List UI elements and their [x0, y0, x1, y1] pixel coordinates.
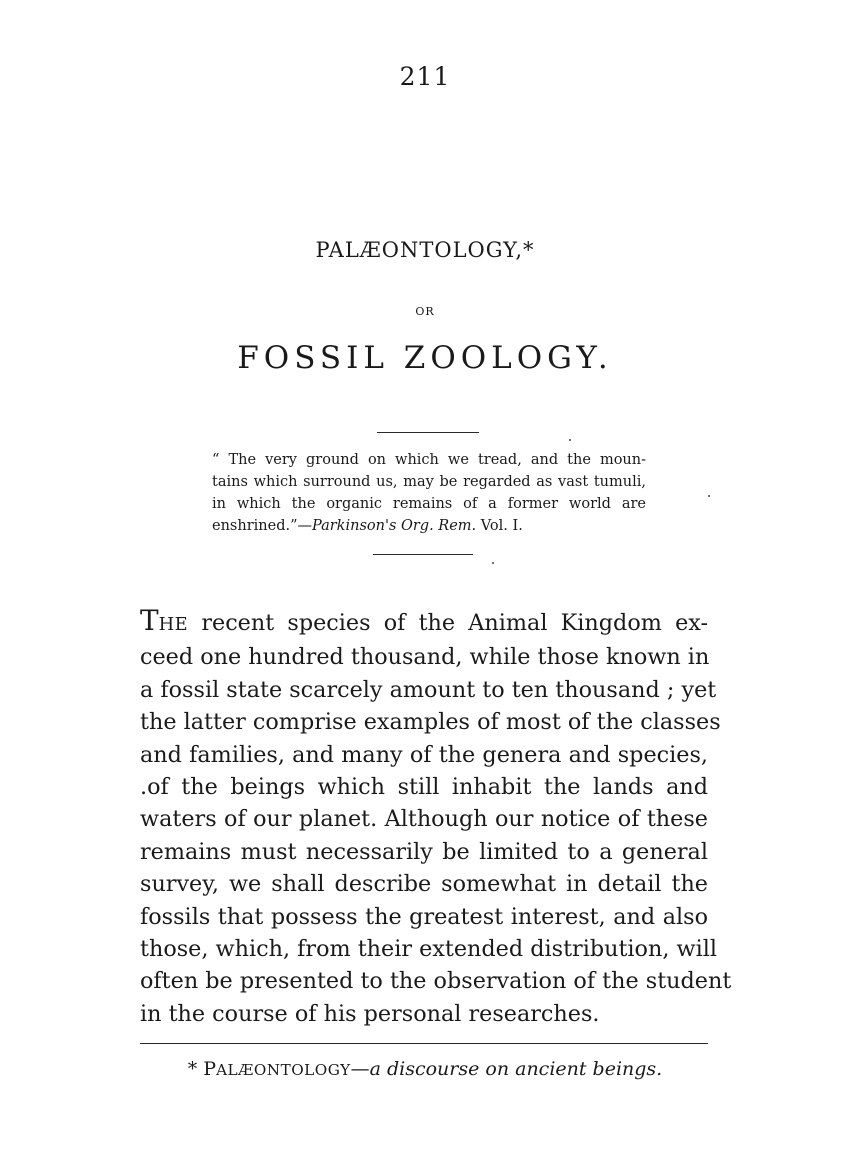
body-first-line — [140, 605, 708, 641]
small-caps-word: HE — [158, 614, 189, 635]
body-line: those, which, from their extended distribution, will — [140, 936, 717, 963]
footnote-definition: a discourse on ancient beings. — [369, 1058, 663, 1080]
title-conjunction: OR — [415, 305, 435, 318]
print-speck — [492, 562, 494, 564]
body-line: a fossil state scarcely amount to ten thousand ; yet — [140, 676, 717, 703]
epigraph-volume: Vol. I. — [476, 518, 523, 534]
footnote-term: ALÆONTOLOGY — [216, 1061, 351, 1079]
print-speck — [708, 495, 710, 497]
epigraph-line: in which the organic remains of a former world are — [212, 496, 646, 512]
body-line: remains must necessarily be limited to a general — [140, 838, 708, 865]
footnote-term-initial: P — [203, 1058, 217, 1080]
epigraph-last-line — [212, 515, 646, 537]
chapter-title: PALÆONTOLOGY,* — [315, 238, 535, 262]
footnote-marker: * — [187, 1058, 204, 1080]
print-speck — [569, 439, 571, 441]
body-line: in the course of his personal researches. — [140, 1000, 600, 1027]
footnote-dash: — — [350, 1058, 370, 1080]
chapter-subtitle: FOSSIL ZOOLOGY. — [237, 340, 613, 376]
body-paragraph — [140, 604, 732, 1030]
epigraph-bottom-rule — [373, 554, 473, 555]
body-line: often be presented to the observation of the student — [140, 968, 732, 995]
body-line: recent species of the Animal Kingdom ex- — [188, 610, 708, 636]
body-line: .of the beings which still inhabit the lands and — [140, 774, 708, 801]
epigraph — [212, 449, 646, 537]
footnote-rule — [140, 1043, 708, 1044]
epigraph-line: tains which surround us, may be regarded as vast tumuli, — [212, 474, 646, 490]
epigraph-line: “ The very ground on which we tread, and the moun- — [212, 452, 646, 468]
body-line: survey, we shall describe somewhat in detail the — [140, 871, 708, 898]
epigraph-line: enshrined.” — [212, 518, 298, 534]
page-number: 211 — [399, 62, 451, 91]
footnote — [0, 1058, 850, 1080]
drop-initial: T — [140, 604, 159, 637]
body-line: fossils that possess the greatest interest, and also — [140, 903, 708, 930]
body-line: the latter comprise examples of most of the classes — [140, 709, 721, 736]
epigraph-source: —Parkinson's Org. Rem. — [297, 518, 477, 534]
body-line: waters of our planet. Although our notice of these — [140, 806, 708, 833]
body-line: ceed one hundred thousand, while those known in — [140, 644, 710, 671]
body-line: and families, and many of the genera and species, — [140, 741, 708, 768]
epigraph-top-rule — [377, 432, 479, 433]
